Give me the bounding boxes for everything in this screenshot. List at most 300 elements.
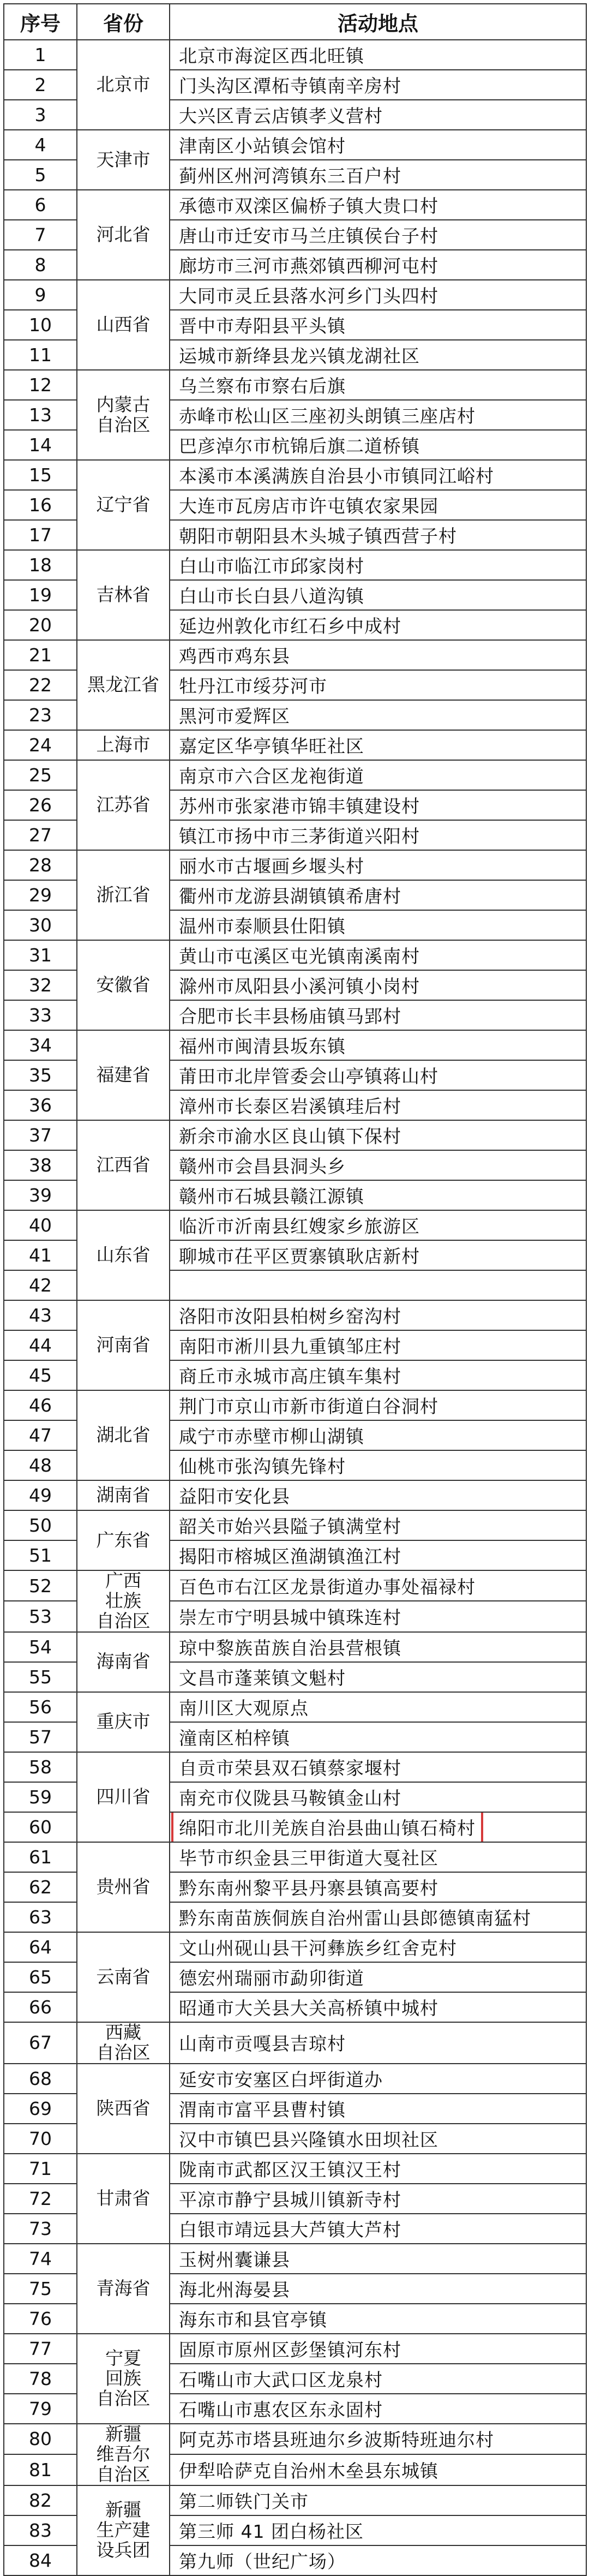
table-row bbox=[4, 2334, 586, 2364]
location-text: 唐山市迁安市马兰庄镇侯台子村 bbox=[179, 225, 438, 247]
activity-location-cell bbox=[170, 910, 586, 940]
serial-number-cell: 9 bbox=[4, 280, 77, 310]
activity-location-cell bbox=[170, 2184, 586, 2214]
location-text: 廊坊市三河市燕郊镇西柳河屯村 bbox=[179, 255, 438, 277]
activity-location-cell bbox=[170, 2274, 586, 2304]
table-row bbox=[4, 280, 586, 310]
activity-location-cell bbox=[170, 340, 586, 370]
location-text: 琼中黎族苗族自治县营根镇 bbox=[179, 1637, 401, 1659]
location-text: 延边州敦化市红石乡中成村 bbox=[179, 615, 401, 637]
province-cell: 福建省 bbox=[77, 1030, 170, 1120]
province-cell: 陕西省 bbox=[77, 2064, 170, 2154]
serial-number-cell: 49 bbox=[4, 1480, 77, 1510]
province-cell: 四川省 bbox=[77, 1752, 170, 1842]
province-cell: 贵州省 bbox=[77, 1842, 170, 1932]
serial-number-cell: 50 bbox=[4, 1510, 77, 1540]
activity-location-cell bbox=[170, 1992, 586, 2022]
serial-number-cell: 83 bbox=[4, 2515, 77, 2545]
activity-location-cell bbox=[170, 1030, 586, 1060]
activity-location-cell bbox=[170, 670, 586, 700]
activity-location-cell bbox=[170, 1752, 586, 1782]
activity-location-table bbox=[3, 3, 587, 2576]
activity-location-cell bbox=[170, 1240, 586, 1270]
table-row bbox=[4, 1480, 586, 1510]
serial-number-cell: 79 bbox=[4, 2394, 77, 2424]
location-text: 滁州市凤阳县小溪河镇小岗村 bbox=[179, 976, 420, 997]
location-text: 毕节市织金县三甲街道大戛社区 bbox=[179, 1847, 438, 1869]
serial-number-cell: 72 bbox=[4, 2184, 77, 2214]
province-cell: 广西 壮族 自治区 bbox=[77, 1570, 170, 1632]
serial-number-cell: 29 bbox=[4, 880, 77, 910]
activity-location-cell bbox=[170, 1450, 586, 1480]
activity-location-cell bbox=[170, 1060, 586, 1090]
activity-location-cell bbox=[170, 2334, 586, 2364]
activity-location-cell bbox=[170, 1812, 586, 1842]
serial-number-cell: 23 bbox=[4, 700, 77, 730]
serial-number-cell: 52 bbox=[4, 1570, 77, 1601]
location-text: 商丘市永城市高庄镇车集村 bbox=[179, 1366, 401, 1387]
serial-number-cell: 22 bbox=[4, 670, 77, 700]
table-row bbox=[4, 130, 586, 160]
table-row bbox=[4, 1632, 586, 1662]
serial-number-cell: 18 bbox=[4, 550, 77, 580]
serial-number-cell: 70 bbox=[4, 2124, 77, 2154]
activity-location-cell bbox=[170, 310, 586, 340]
province-cell: 浙江省 bbox=[77, 850, 170, 940]
serial-number-cell: 8 bbox=[4, 250, 77, 280]
activity-location-cell bbox=[170, 730, 586, 760]
table-row bbox=[4, 1692, 586, 1722]
location-text: 石嘴山市大武口区龙泉村 bbox=[179, 2369, 383, 2390]
location-text: 白山市长白县八道沟镇 bbox=[179, 585, 364, 607]
activity-location-cell bbox=[170, 2154, 586, 2184]
location-text: 海东市和县官亭镇 bbox=[179, 2309, 327, 2330]
serial-number-cell: 14 bbox=[4, 430, 77, 460]
serial-number-cell: 43 bbox=[4, 1300, 77, 1330]
activity-location-cell bbox=[170, 100, 586, 130]
activity-location-cell bbox=[170, 1150, 586, 1180]
location-text: 固原市原州区彭堡镇河东村 bbox=[179, 2339, 401, 2360]
province-cell: 青海省 bbox=[77, 2244, 170, 2334]
table-row bbox=[4, 1390, 586, 1420]
activity-location-cell bbox=[170, 2064, 586, 2094]
location-text: 阿克苏市塔县班迪尔乡波斯特班迪尔村 bbox=[179, 2429, 494, 2451]
province-cell: 吉林省 bbox=[77, 550, 170, 640]
serial-number-cell: 80 bbox=[4, 2424, 77, 2454]
table-row bbox=[4, 850, 586, 880]
table-row bbox=[4, 370, 586, 400]
serial-number-cell: 19 bbox=[4, 580, 77, 610]
activity-location-cell bbox=[170, 2214, 586, 2244]
serial-number-cell: 45 bbox=[4, 1360, 77, 1390]
serial-number-cell: 6 bbox=[4, 190, 77, 220]
table-row bbox=[4, 550, 586, 580]
province-cell: 云南省 bbox=[77, 1932, 170, 2022]
activity-location-cell bbox=[170, 1270, 586, 1300]
location-text: 伊犁哈萨克自治州木垒县东城镇 bbox=[179, 2460, 438, 2482]
activity-location-cell bbox=[170, 1692, 586, 1722]
activity-location-cell bbox=[170, 2394, 586, 2424]
location-text: 渭南市富平县曹村镇 bbox=[179, 2099, 346, 2120]
location-text: 益阳市安化县 bbox=[179, 1486, 290, 1507]
location-text: 晋中市寿阳县平头镇 bbox=[179, 315, 346, 337]
serial-number-cell: 10 bbox=[4, 310, 77, 340]
location-text: 赤峰市松山区三座初头朗镇三座店村 bbox=[179, 405, 476, 427]
activity-location-cell bbox=[170, 1180, 586, 1210]
serial-number-cell: 55 bbox=[4, 1662, 77, 1692]
activity-location-cell bbox=[170, 1632, 586, 1662]
serial-number-cell: 78 bbox=[4, 2364, 77, 2394]
serial-number-cell: 73 bbox=[4, 2214, 77, 2244]
serial-number-cell: 67 bbox=[4, 2022, 77, 2064]
province-cell: 上海市 bbox=[77, 730, 170, 760]
serial-number-cell: 5 bbox=[4, 160, 77, 190]
table-row bbox=[4, 2022, 586, 2064]
serial-number-cell: 17 bbox=[4, 520, 77, 550]
activity-location-cell bbox=[170, 790, 586, 820]
activity-location-cell bbox=[170, 1510, 586, 1540]
activity-location-cell bbox=[170, 610, 586, 640]
province-cell: 湖北省 bbox=[77, 1390, 170, 1480]
province-cell: 辽宁省 bbox=[77, 460, 170, 550]
serial-number-cell: 37 bbox=[4, 1120, 77, 1150]
location-text: 福州市闽清县坂东镇 bbox=[179, 1036, 346, 1057]
serial-number-cell: 2 bbox=[4, 70, 77, 100]
activity-location-cell bbox=[170, 1902, 586, 1932]
province-cell: 河南省 bbox=[77, 1300, 170, 1390]
activity-location-cell bbox=[170, 880, 586, 910]
location-text: 蓟州区州河湾镇东三百户村 bbox=[179, 165, 401, 187]
activity-location-cell bbox=[170, 2304, 586, 2334]
serial-number-cell: 13 bbox=[4, 400, 77, 430]
province-cell: 宁夏 回族 自治区 bbox=[77, 2334, 170, 2424]
location-text: 门头沟区潭柘寺镇南辛房村 bbox=[179, 75, 401, 97]
location-text: 白银市靖远县大芦镇大芦村 bbox=[179, 2219, 401, 2240]
serial-number-cell: 53 bbox=[4, 1601, 77, 1631]
location-text: 百色市右江区龙景街道办事处福禄村 bbox=[179, 1576, 476, 1598]
province-cell: 江西省 bbox=[77, 1120, 170, 1210]
table-row bbox=[4, 940, 586, 970]
location-text: 合肥市长丰县杨庙镇马郢村 bbox=[179, 1006, 401, 1027]
location-text: 仙桃市张沟镇先锋村 bbox=[179, 1456, 346, 1477]
serial-number-cell: 84 bbox=[4, 2545, 77, 2575]
activity-location-cell bbox=[170, 1962, 586, 1992]
table-row bbox=[4, 2154, 586, 2184]
activity-location-cell bbox=[170, 1420, 586, 1450]
activity-location-cell bbox=[170, 940, 586, 970]
activity-location-cell bbox=[170, 640, 586, 670]
location-text: 朝阳市朝阳县木头城子镇西营子村 bbox=[179, 525, 457, 547]
table-row bbox=[4, 460, 586, 490]
location-text: 大同市灵丘县落水河乡门头四村 bbox=[179, 285, 438, 307]
location-text: 荆门市京山市新市街道白谷洞村 bbox=[179, 1396, 438, 1417]
province-cell: 河北省 bbox=[77, 190, 170, 280]
serial-number-cell: 35 bbox=[4, 1060, 77, 1090]
serial-number-cell: 1 bbox=[4, 40, 77, 70]
location-text: 本溪市本溪满族自治县小市镇同江峪村 bbox=[179, 465, 494, 487]
activity-location-cell bbox=[170, 1601, 586, 1631]
serial-number-cell: 40 bbox=[4, 1210, 77, 1240]
location-text: 黑河市爱辉区 bbox=[179, 706, 290, 727]
location-text: 巴彦淖尔市杭锦后旗二道桥镇 bbox=[179, 435, 420, 457]
province-cell: 重庆市 bbox=[77, 1692, 170, 1752]
activity-location-cell bbox=[170, 970, 586, 1000]
activity-location-cell bbox=[170, 160, 586, 190]
province-cell: 安徽省 bbox=[77, 940, 170, 1030]
table-row bbox=[4, 1510, 586, 1540]
location-text: 莆田市北岸管委会山亭镇蒋山村 bbox=[179, 1066, 438, 1087]
location-text: 延安市安塞区白坪街道办 bbox=[179, 2069, 383, 2090]
serial-number-cell: 48 bbox=[4, 1450, 77, 1480]
location-text: 牡丹江市绥芬河市 bbox=[179, 676, 327, 697]
activity-location-cell bbox=[170, 2424, 586, 2454]
serial-number-cell: 47 bbox=[4, 1420, 77, 1450]
serial-number-cell: 75 bbox=[4, 2274, 77, 2304]
location-text: 津南区小站镇会馆村 bbox=[179, 135, 346, 157]
activity-location-cell bbox=[170, 1360, 586, 1390]
location-text: 德宏州瑞丽市勐卯街道 bbox=[179, 1967, 364, 1989]
header-activity-location: 活动地点 bbox=[170, 4, 586, 40]
serial-number-cell: 31 bbox=[4, 940, 77, 970]
province-cell: 新疆 维吾尔 自治区 bbox=[77, 2424, 170, 2485]
highlighted-location-text: 绵阳市北川羌族自治县曲山镇石椅村 bbox=[176, 1814, 479, 1840]
activity-location-cell bbox=[170, 280, 586, 310]
province-cell: 新疆 生产建 设兵团 bbox=[77, 2485, 170, 2575]
province-cell: 湖南省 bbox=[77, 1480, 170, 1510]
location-text: 聊城市茌平区贾寨镇耿店新村 bbox=[179, 1246, 420, 1267]
table-row bbox=[4, 1210, 586, 1240]
location-text: 赣州市石城县赣江源镇 bbox=[179, 1186, 364, 1207]
serial-number-cell: 66 bbox=[4, 1992, 77, 2022]
serial-number-cell: 25 bbox=[4, 760, 77, 790]
activity-location-cell bbox=[170, 1300, 586, 1330]
serial-number-cell: 24 bbox=[4, 730, 77, 760]
location-text: 昭通市大关县大关高桥镇中城村 bbox=[179, 1997, 438, 2019]
location-text: 崇左市宁明县城中镇珠连村 bbox=[179, 1607, 401, 1629]
table-row bbox=[4, 2424, 586, 2454]
location-text: 洛阳市汝阳县柏树乡窑沟村 bbox=[179, 1306, 401, 1327]
location-text: 丽水市古堰画乡堰头村 bbox=[179, 856, 364, 877]
serial-number-cell: 65 bbox=[4, 1962, 77, 1992]
serial-number-cell: 30 bbox=[4, 910, 77, 940]
location-text: 潼南区柏梓镇 bbox=[179, 1727, 290, 1749]
serial-number-cell: 81 bbox=[4, 2454, 77, 2485]
activity-location-cell bbox=[170, 1000, 586, 1030]
table-row bbox=[4, 760, 586, 790]
activity-location-cell bbox=[170, 2454, 586, 2485]
location-text: 温州市泰顺县仕阳镇 bbox=[179, 916, 346, 937]
province-cell: 甘肃省 bbox=[77, 2154, 170, 2244]
serial-number-cell: 3 bbox=[4, 100, 77, 130]
location-text: 鸡西市鸡东县 bbox=[179, 646, 290, 667]
location-text: 衢州市龙游县湖镇镇希唐村 bbox=[179, 886, 401, 907]
activity-location-cell bbox=[170, 1872, 586, 1902]
activity-location-cell bbox=[170, 2022, 586, 2064]
activity-location-cell bbox=[170, 760, 586, 790]
table-row bbox=[4, 1570, 586, 1601]
location-text: 南阳市淅川县九重镇邹庄村 bbox=[179, 1336, 401, 1357]
activity-location-cell bbox=[170, 820, 586, 850]
activity-location-cell bbox=[170, 370, 586, 400]
location-text: 承德市双滦区偏桥子镇大贵口村 bbox=[179, 195, 438, 217]
activity-location-cell bbox=[170, 400, 586, 430]
serial-number-cell: 68 bbox=[4, 2064, 77, 2094]
location-text: 南充市仪陇县马鞍镇金山村 bbox=[179, 1787, 401, 1809]
location-text: 苏州市张家港市锦丰镇建设村 bbox=[179, 796, 420, 817]
activity-location-cell bbox=[170, 430, 586, 460]
location-text: 文山州砚山县干河彝族乡红舍克村 bbox=[179, 1937, 457, 1959]
table-row bbox=[4, 1300, 586, 1330]
serial-number-cell: 59 bbox=[4, 1782, 77, 1812]
serial-number-cell: 28 bbox=[4, 850, 77, 880]
activity-location-table-sheet bbox=[3, 3, 586, 2572]
activity-location-cell bbox=[170, 850, 586, 880]
activity-location-cell bbox=[170, 1480, 586, 1510]
activity-location-cell bbox=[170, 1722, 586, 1752]
serial-number-cell: 56 bbox=[4, 1692, 77, 1722]
serial-number-cell: 57 bbox=[4, 1722, 77, 1752]
location-text: 第三师 41 团白杨社区 bbox=[179, 2520, 364, 2542]
province-cell: 广东省 bbox=[77, 1510, 170, 1570]
serial-number-cell: 46 bbox=[4, 1390, 77, 1420]
serial-number-cell: 21 bbox=[4, 640, 77, 670]
location-text: 玉树州囊谦县 bbox=[179, 2249, 290, 2270]
location-text: 咸宁市赤壁市柳山湖镇 bbox=[179, 1426, 364, 1447]
activity-location-cell bbox=[170, 1932, 586, 1962]
serial-number-cell: 41 bbox=[4, 1240, 77, 1270]
serial-number-cell: 34 bbox=[4, 1030, 77, 1060]
location-text: 南川区大观原点 bbox=[179, 1697, 309, 1719]
location-text: 黔东南州黎平县丹寨县镇高要村 bbox=[179, 1877, 438, 1899]
serial-number-cell: 77 bbox=[4, 2334, 77, 2364]
province-cell: 海南省 bbox=[77, 1632, 170, 1692]
serial-number-cell: 74 bbox=[4, 2244, 77, 2274]
location-text: 黄山市屯溪区屯光镇南溪南村 bbox=[179, 946, 420, 967]
table-row bbox=[4, 1030, 586, 1060]
location-text: 运城市新绛县龙兴镇龙湖社区 bbox=[179, 345, 420, 367]
serial-number-cell: 38 bbox=[4, 1150, 77, 1180]
location-text: 陇南市武都区汉王镇汉王村 bbox=[179, 2159, 401, 2180]
table-body bbox=[4, 40, 586, 2575]
serial-number-cell: 71 bbox=[4, 2154, 77, 2184]
serial-number-cell: 33 bbox=[4, 1000, 77, 1030]
activity-location-cell bbox=[170, 1782, 586, 1812]
activity-location-cell bbox=[170, 2094, 586, 2124]
province-cell: 北京市 bbox=[77, 40, 170, 130]
province-cell: 江苏省 bbox=[77, 760, 170, 850]
province-cell: 山西省 bbox=[77, 280, 170, 370]
serial-number-cell: 4 bbox=[4, 130, 77, 160]
activity-location-cell bbox=[170, 220, 586, 250]
activity-location-cell bbox=[170, 2515, 586, 2545]
activity-location-cell bbox=[170, 2124, 586, 2154]
activity-location-cell bbox=[170, 2545, 586, 2575]
province-cell: 黑龙江省 bbox=[77, 640, 170, 730]
location-text: 新余市渝水区良山镇下保村 bbox=[179, 1126, 401, 1147]
location-text: 嘉定区华亭镇华旺社区 bbox=[179, 736, 364, 757]
location-text: 平凉市静宁县城川镇新寺村 bbox=[179, 2189, 401, 2210]
location-text: 第九师（世纪广场） bbox=[179, 2550, 346, 2572]
activity-location-cell bbox=[170, 1570, 586, 1601]
activity-location-cell bbox=[170, 250, 586, 280]
serial-number-cell: 20 bbox=[4, 610, 77, 640]
location-text: 揭阳市榕城区渔湖镇渔江村 bbox=[179, 1546, 401, 1567]
header-serial-number: 序号 bbox=[4, 4, 77, 40]
activity-location-cell bbox=[170, 2244, 586, 2274]
location-text: 北京市海淀区西北旺镇 bbox=[179, 45, 364, 67]
location-text: 第二师铁门关市 bbox=[179, 2490, 309, 2512]
location-text: 黔东南苗族侗族自治州雷山县郎德镇南猛村 bbox=[179, 1907, 531, 1929]
location-text: 汉中市镇巴县兴隆镇水田坝社区 bbox=[179, 2129, 438, 2150]
serial-number-cell: 11 bbox=[4, 340, 77, 370]
table-row bbox=[4, 1120, 586, 1150]
province-cell: 山东省 bbox=[77, 1210, 170, 1300]
serial-number-cell: 44 bbox=[4, 1330, 77, 1360]
location-text: 文昌市蓬莱镇文魁村 bbox=[179, 1667, 346, 1689]
serial-number-cell: 26 bbox=[4, 790, 77, 820]
province-cell: 西藏 自治区 bbox=[77, 2022, 170, 2064]
serial-number-cell: 63 bbox=[4, 1902, 77, 1932]
activity-location-cell bbox=[170, 70, 586, 100]
serial-number-cell: 51 bbox=[4, 1540, 77, 1570]
activity-location-cell bbox=[170, 1210, 586, 1240]
table-row bbox=[4, 730, 586, 760]
serial-number-cell: 62 bbox=[4, 1872, 77, 1902]
location-text: 临沂市沂南县红嫂家乡旅游区 bbox=[179, 1216, 420, 1237]
serial-number-cell: 7 bbox=[4, 220, 77, 250]
serial-number-cell: 15 bbox=[4, 460, 77, 490]
serial-number-cell: 69 bbox=[4, 2094, 77, 2124]
serial-number-cell: 60 bbox=[4, 1812, 77, 1842]
serial-number-cell: 16 bbox=[4, 490, 77, 520]
table-row bbox=[4, 1842, 586, 1872]
serial-number-cell: 32 bbox=[4, 970, 77, 1000]
activity-location-cell bbox=[170, 580, 586, 610]
activity-location-cell bbox=[170, 1842, 586, 1872]
location-text: 大连市瓦房店市许屯镇农家果园 bbox=[179, 495, 438, 517]
serial-number-cell: 64 bbox=[4, 1932, 77, 1962]
location-text: 漳州市长泰区岩溪镇珪后村 bbox=[179, 1096, 401, 1117]
table-row bbox=[4, 2064, 586, 2094]
table-row bbox=[4, 640, 586, 670]
activity-location-cell bbox=[170, 190, 586, 220]
activity-location-cell bbox=[170, 1390, 586, 1420]
table-row bbox=[4, 2244, 586, 2274]
location-text: 赣州市会昌县洞头乡 bbox=[179, 1156, 346, 1177]
location-text: 南京市六合区龙袍街道 bbox=[179, 766, 364, 787]
location-text: 石嘴山市惠农区东永固村 bbox=[179, 2399, 383, 2420]
table-header-row bbox=[4, 4, 586, 40]
location-text: 山南市贡嘎县吉琼村 bbox=[179, 2033, 346, 2055]
location-text: 大兴区青云店镇孝义营村 bbox=[179, 105, 383, 127]
table-row bbox=[4, 1932, 586, 1962]
serial-number-cell: 54 bbox=[4, 1632, 77, 1662]
serial-number-cell: 82 bbox=[4, 2485, 77, 2515]
location-text: 自贡市荣县双石镇蔡家堰村 bbox=[179, 1757, 401, 1779]
activity-location-cell bbox=[170, 520, 586, 550]
serial-number-cell: 12 bbox=[4, 370, 77, 400]
serial-number-cell: 36 bbox=[4, 1090, 77, 1120]
activity-location-cell bbox=[170, 1330, 586, 1360]
activity-location-cell bbox=[170, 40, 586, 70]
serial-number-cell: 61 bbox=[4, 1842, 77, 1872]
location-text: 镇江市扬中市三茅街道兴阳村 bbox=[179, 826, 420, 847]
location-text: 韶关市始兴县隘子镇满堂村 bbox=[179, 1516, 401, 1537]
activity-location-cell bbox=[170, 460, 586, 490]
activity-location-cell bbox=[170, 700, 586, 730]
serial-number-cell: 42 bbox=[4, 1270, 77, 1300]
province-cell: 天津市 bbox=[77, 130, 170, 190]
